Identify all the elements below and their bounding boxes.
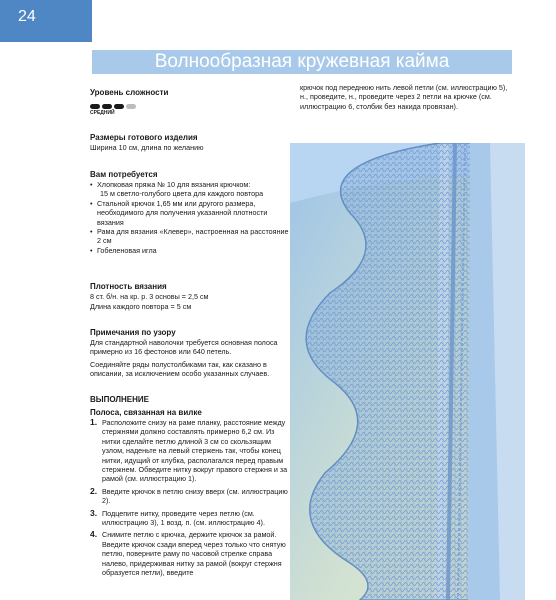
continued-text: крючок под переднюю нить левой петли (см. иллюстрацию 5), н., проведите, н., проведите через 2 петли на крючке (см. иллюстрацию 6, столбик без накида провязан). <box>300 83 508 111</box>
needs-yarn-sub: 15 м светло-голубого цвета для каждого повтора <box>100 189 264 199</box>
needs-item-needle: Гобеленовая игла <box>97 245 157 255</box>
skill-dot-filled <box>102 104 112 109</box>
list-item <box>90 180 290 199</box>
needs-item-hook: Стальной крючок 1,65 мм или другого размера, необходимого для получения указанной плотности вязания <box>97 198 268 227</box>
skill-dot-filled <box>90 104 100 109</box>
execution-subheading: Полоса, связанная на вилке <box>90 408 202 417</box>
step-text: Расположите снизу на раме планку, расстояние между стержнями должно составлять примерно 6,2 см. Из нитки сделайте петлю длиной 3 см со скользящим узлом, наденьте на левый стержень так, чтобы конец нитки, идущий от клубка, располагался перед правым стержнем. Обведите нитку вокруг правого стержня и за рамой (см. иллюстрацию 1). <box>102 418 288 484</box>
list-item <box>90 418 290 484</box>
step-text: Введите крючок в петлю снизу вверх (см. иллюстрацию 2). <box>102 486 288 506</box>
skill-label: СРЕДНИЙ <box>90 110 115 116</box>
list-item <box>90 509 290 528</box>
density-heading: Плотность вязания <box>90 282 167 291</box>
list-item <box>90 530 290 577</box>
size-text: Ширина 10 см, длина по желанию <box>90 143 204 152</box>
step-text: Подцепите нитку, проведите через петлю (см. иллюстрацию 3), 1 возд. п. (см. иллюстрацию 4). <box>102 508 265 528</box>
skill-dots <box>90 104 168 109</box>
list-item <box>90 227 290 246</box>
density-line2: Длина каждого повтора = 5 см <box>90 302 192 312</box>
size-section <box>90 133 290 152</box>
needs-item-yarn: Хлопковая пряжа № 10 для вязания крючком: <box>97 180 251 189</box>
notes-section <box>90 328 290 379</box>
step-text: Снимите петлю с крючка, держите крючок за рамой. Введите крючок сзади вперед через только что снятую петлю, поверните раму по часовой стрелке справа налево, придерживая нитку за рамой (вокруг стержня образуется петли), введите <box>102 530 286 578</box>
notes-p1: Для стандартной наволочки требуется основная полоса примерно из 16 фестонов или 640 петель. <box>90 338 278 357</box>
density-section <box>90 282 290 312</box>
page-number: 24 <box>18 8 36 25</box>
lace-illustration <box>290 143 525 600</box>
density-line1: 8 ст. б/н. на кр. р. 3 основы = 2,5 см <box>90 292 209 301</box>
step-number: 1. <box>90 417 98 427</box>
execution-heading: ВЫПОЛНЕНИЕ <box>90 395 149 404</box>
skill-heading: Уровень сложности <box>90 88 169 97</box>
skill-dot-empty <box>126 104 136 109</box>
notes-heading: Примечания по узору <box>90 328 176 337</box>
needs-list <box>90 180 290 255</box>
list-item <box>90 246 290 255</box>
steps-list <box>90 418 290 578</box>
size-heading: Размеры готового изделия <box>90 133 198 142</box>
list-item <box>90 199 290 227</box>
list-item <box>90 487 290 506</box>
page-number-box <box>0 0 92 42</box>
needs-item-frame: Рама для вязания «Клевер», настроенная на расстояние 2 см <box>97 227 289 246</box>
step-number: 2. <box>90 485 98 496</box>
notes-p2: Соединяйте ряды полустолбиками так, как сказано в описании, за исключением особо указанных случаев. <box>90 359 270 379</box>
step-number: 3. <box>90 507 98 518</box>
skill-dot-filled <box>114 104 124 109</box>
skill-level <box>90 88 168 116</box>
step-number: 4. <box>90 529 98 540</box>
execution-section <box>90 395 290 578</box>
page-title: Волнообразная кружевная кайма <box>154 51 450 72</box>
lace-photo <box>290 143 525 600</box>
needs-section <box>90 170 290 255</box>
needs-heading: Вам потребуется <box>90 170 158 179</box>
